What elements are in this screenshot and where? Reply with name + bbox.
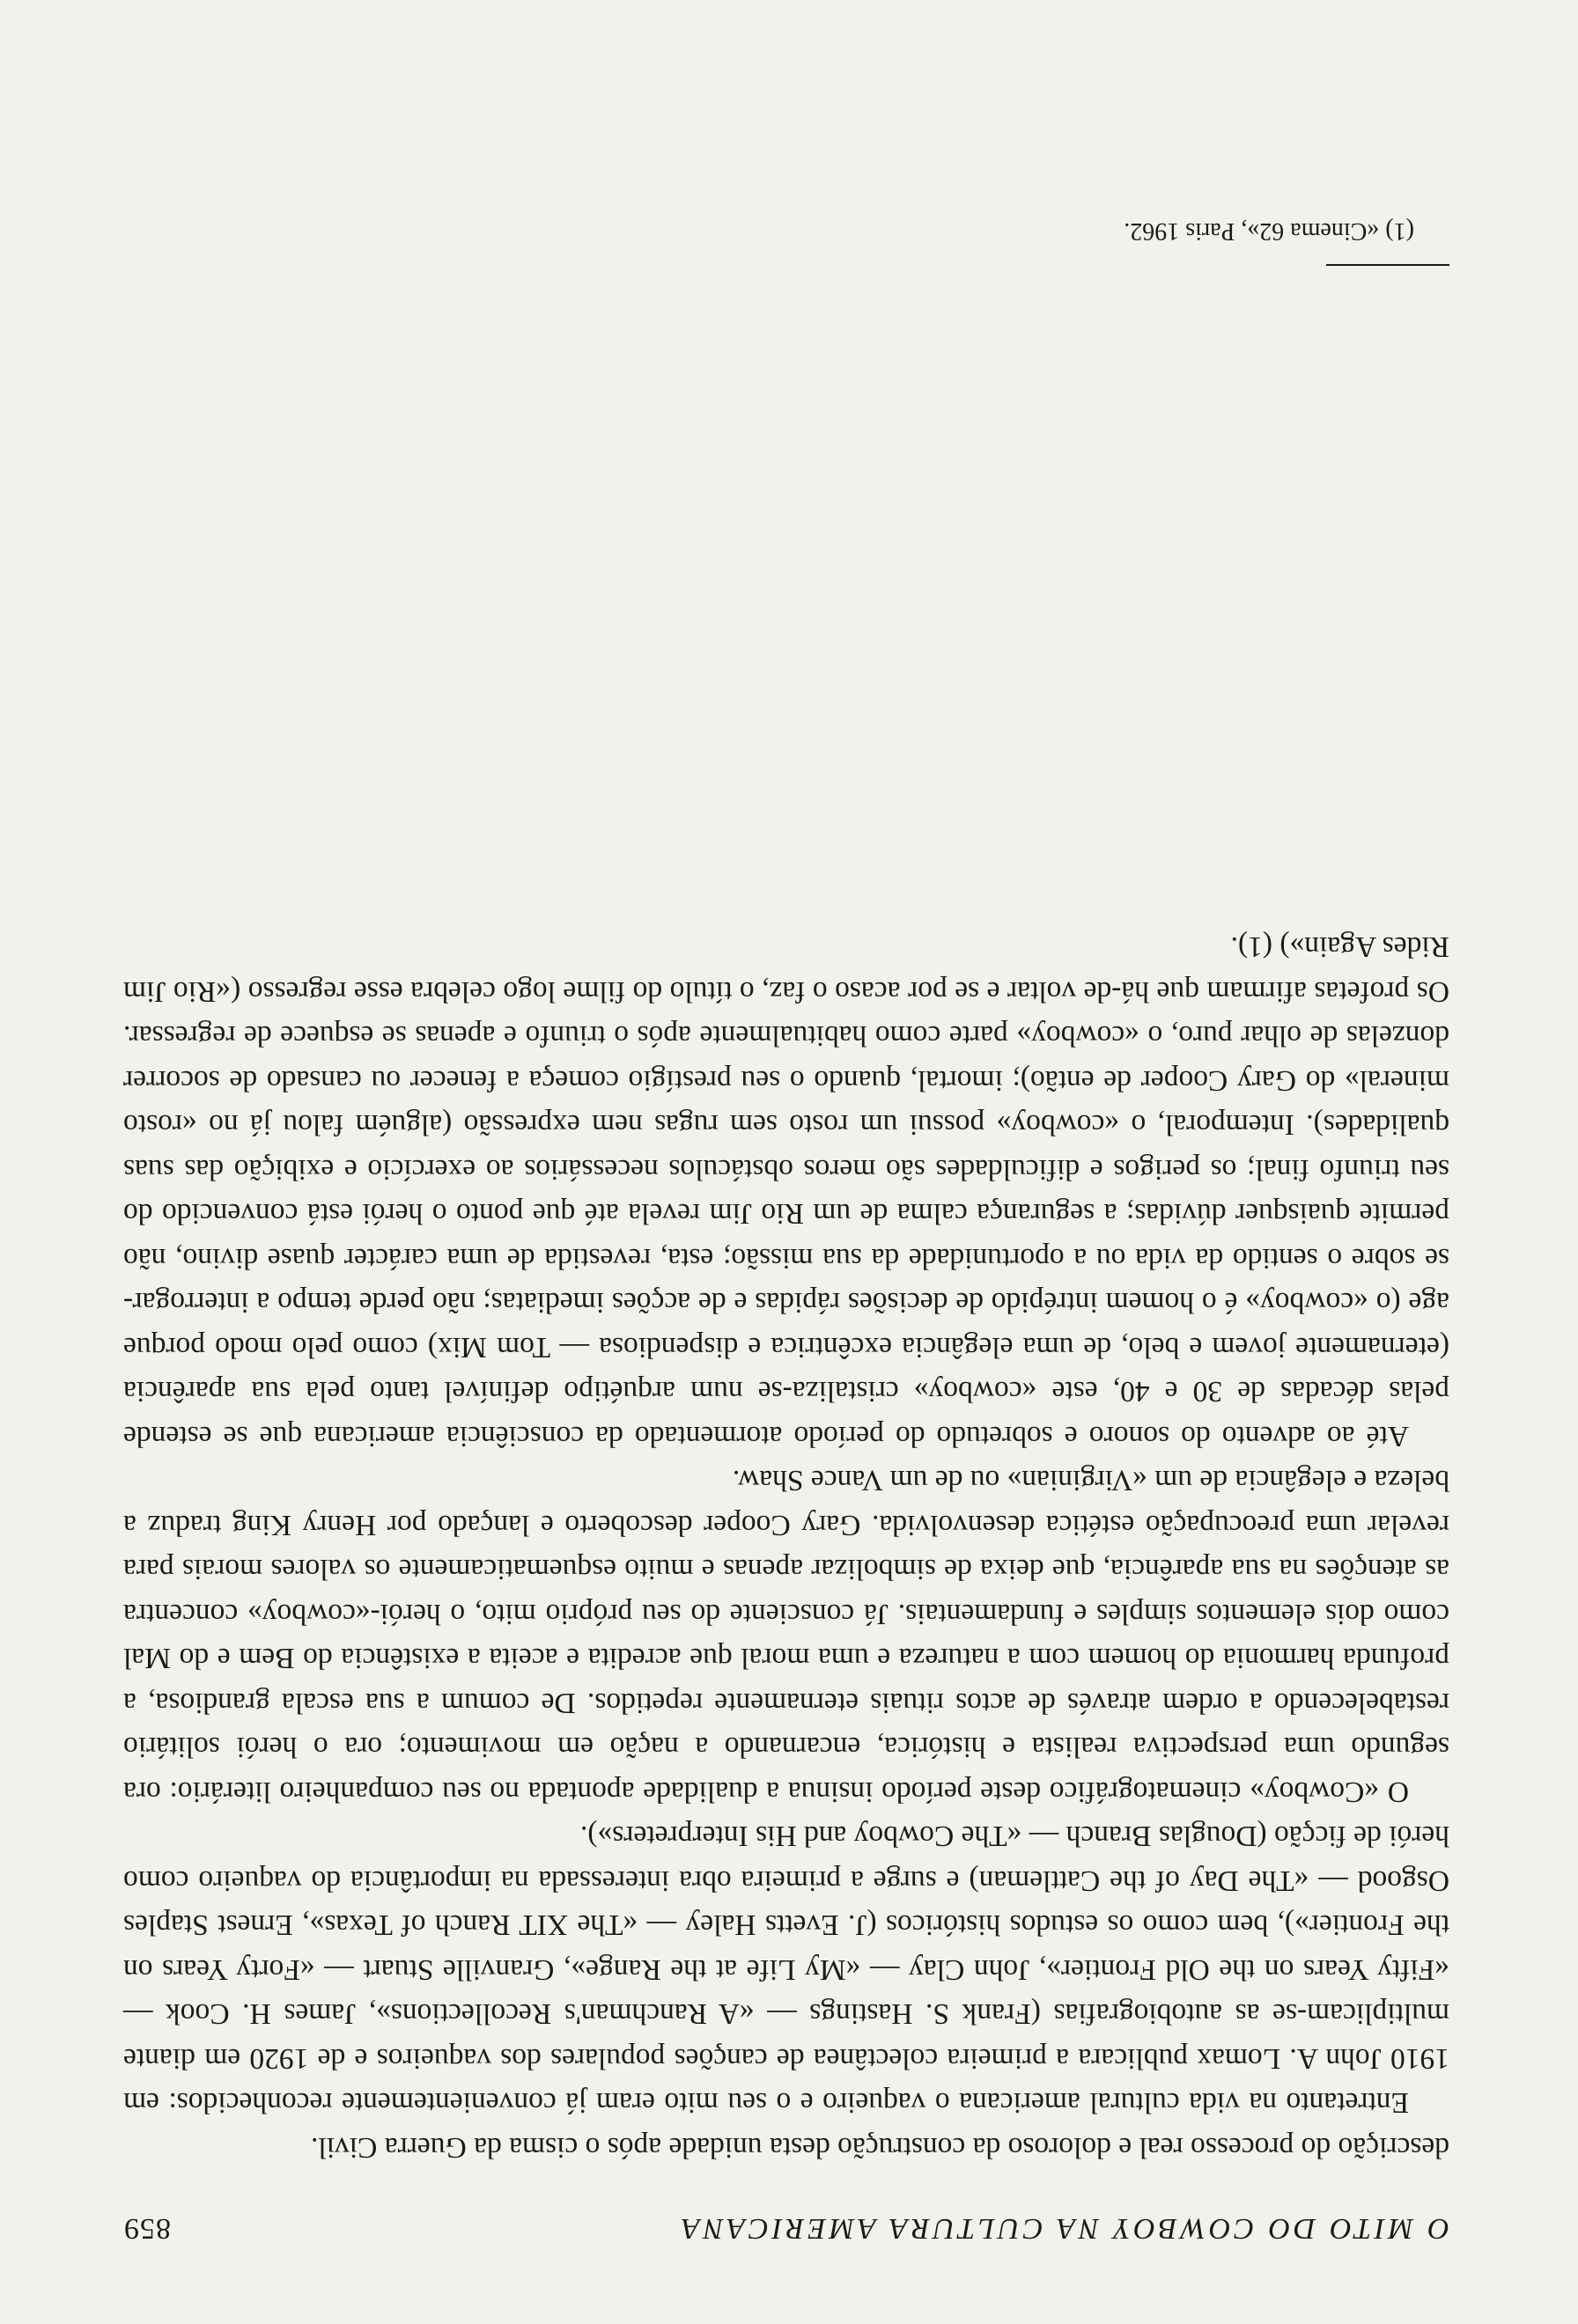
body-text: [123, 924, 1449, 2169]
footnote: [1124, 215, 1414, 246]
footnote-marker: (1): [1385, 217, 1414, 245]
paragraph: Entretanto na vida cultural americana o vaqueiro e o seu mito eram já convenientemente reconhecidos: em 1910 John A. Lomax publicara a primeira colectânea de canções populares dos vaqueiros e de 1920 em diante multiplicam-se as autobiografias (Frank S. Hastings — «A Ranchman's Recollections», James H. Cook — «Fifty Years on the Old Frontier», John Clay — «My Life at the Range», Granville Stuart — «Forty Years on the Frontier»), bem como os estudos históricos (J. Evetts Haley — «The XIT Ranch of Texas», Ernest Staples Osgood — «The Day of the Cattleman) e surge a primeira obra interessada na importância do vaqueiro como herói de ficção (Douglas Branch — «The Cowboy and His Interpreters»).: [123, 1820, 1449, 2120]
paragraph: O «Cowboy» cinematográfico deste período insinua a dualidade apontada no seu companheiro literário: ora segundo uma perspectiva realista e histórica, encarnando a nação em movimento; ora o herói solitário restabelecendo a ordem através de actos rituais eternamente repetidos. De comum a sua escala grandiosa, a profunda harmonia do homem com a natureza e uma moral que acredita e aceita a existência do Bem e do Mal como dois elementos simples e fundamentais. Já consciente do seu próprio mito, o herói-«cowboy» concentra as atenções na sua aparência, que deixa de simbolizar apenas e muito esquematicamente os valores morais para revelar uma preocupação estética desenvolvida. Gary Cooper descoberto e lançado por Henry King traduz a beleza e elegância de um «Virginian» ou de um Vance Shaw.: [123, 1464, 1449, 1808]
running-title: O MITO DO COWBOY NA CULTURA AMERICANA: [678, 2212, 1449, 2245]
footnote-text: «Cinema 62», Paris 1962.: [1124, 217, 1380, 245]
page-number: 859: [123, 2212, 171, 2245]
paragraph: descrição do processo real e doloroso da construção desta unidade após o cisma da Guerra Civil.: [310, 2131, 1449, 2164]
paragraph: Até ao advento do sonoro e sobretudo do período atormentado da consciência americana que se estende pelas décadas de 30 e 40, este «cowboy» cristaliza-se num arquétipo definível tanto pela sua aparência (eternamente jovem e belo, de uma elegância excêntrica e dispendiosa — Tom Mix) como pelo modo porque age (o «cowboy» é o homem intrépido de decisões rápidas e de acções imediatas; não perde tempo a interrogar-se sobre o sentido da vida ou a oportunidade da sua missão; esta, revestida de uma carácter quase divino, não permite quaisquer dúvidas; a segurança calma de um Rio Jim revela até que ponto o herói está convencido do seu triunfo final; os perigos e dificuldades são meros obstáculos necessários ao exercício e exibição das suas qualidades). Intemporal, o «cowboy» possui um rosto sem rugas nem expressão (alguém falou já no «rosto mineral» do Gary Cooper de então); imortal, quando o seu prestígio começa a fenecer ou cansado de socorrer donzelas de olhar puro, o «cowboy» parte como habitualmente após o triunfo e apenas se esquece de regressar. Os profetas afirmam que há-de voltar e se por acaso o faz, o título do filme logo celebra esse regresso («Rio Jim Rides Again») (1).: [123, 930, 1449, 1452]
running-header: [123, 2211, 1449, 2245]
footnote-divider: [1326, 264, 1449, 266]
